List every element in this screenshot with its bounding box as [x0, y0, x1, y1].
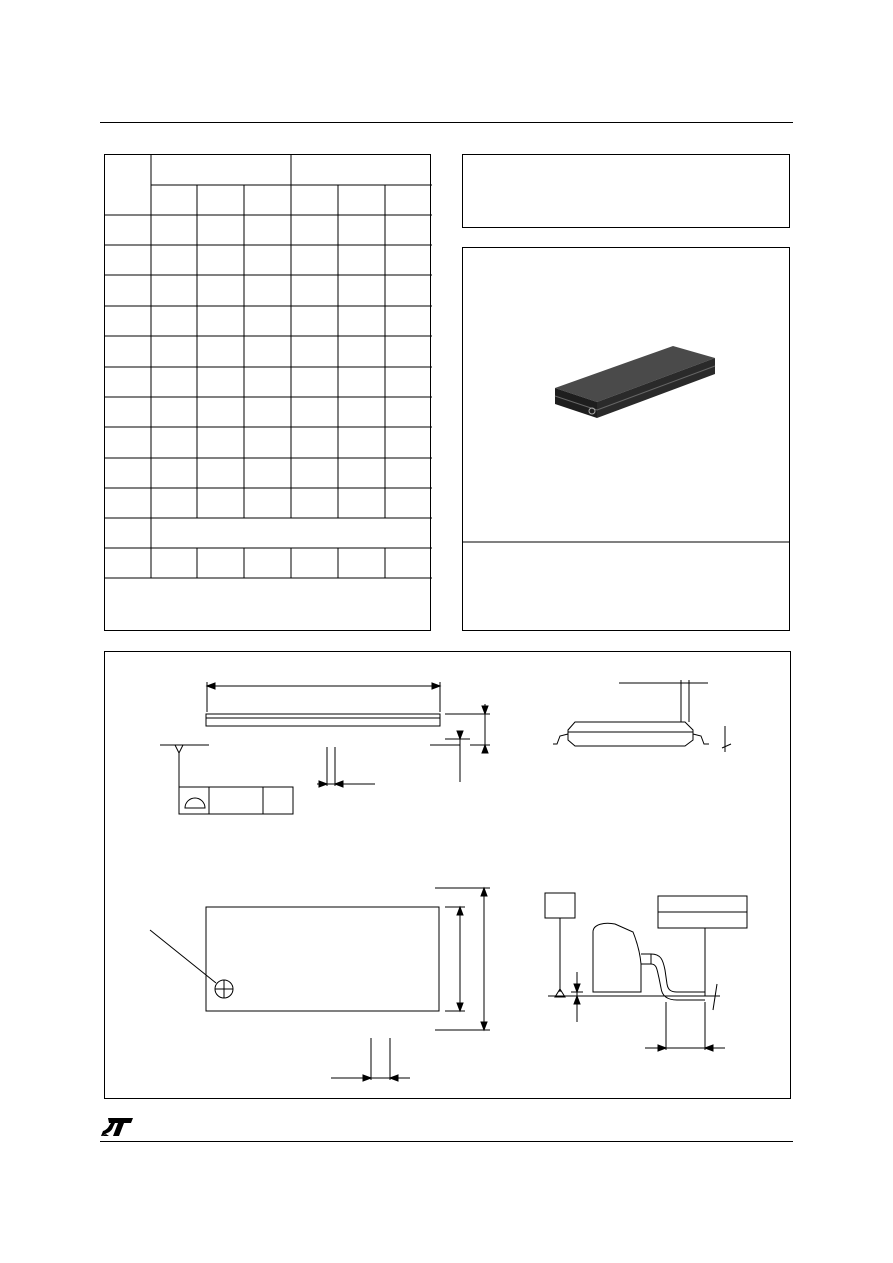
dimension-table	[104, 154, 431, 631]
end-view	[553, 680, 731, 752]
title-box	[462, 154, 790, 228]
dimension-table-grid	[105, 155, 432, 632]
so24-package-illustration	[555, 346, 715, 418]
top-view	[150, 888, 490, 1081]
package-outline-drawing	[104, 651, 791, 1099]
header-rule	[100, 122, 793, 123]
outline-drawing-svg	[105, 652, 792, 1100]
st-logo	[100, 1117, 134, 1137]
detail-view	[545, 893, 747, 1051]
footer-rule	[100, 1141, 793, 1142]
package-photo-box	[462, 247, 790, 631]
package-photo	[463, 248, 789, 630]
side-view	[160, 682, 490, 814]
